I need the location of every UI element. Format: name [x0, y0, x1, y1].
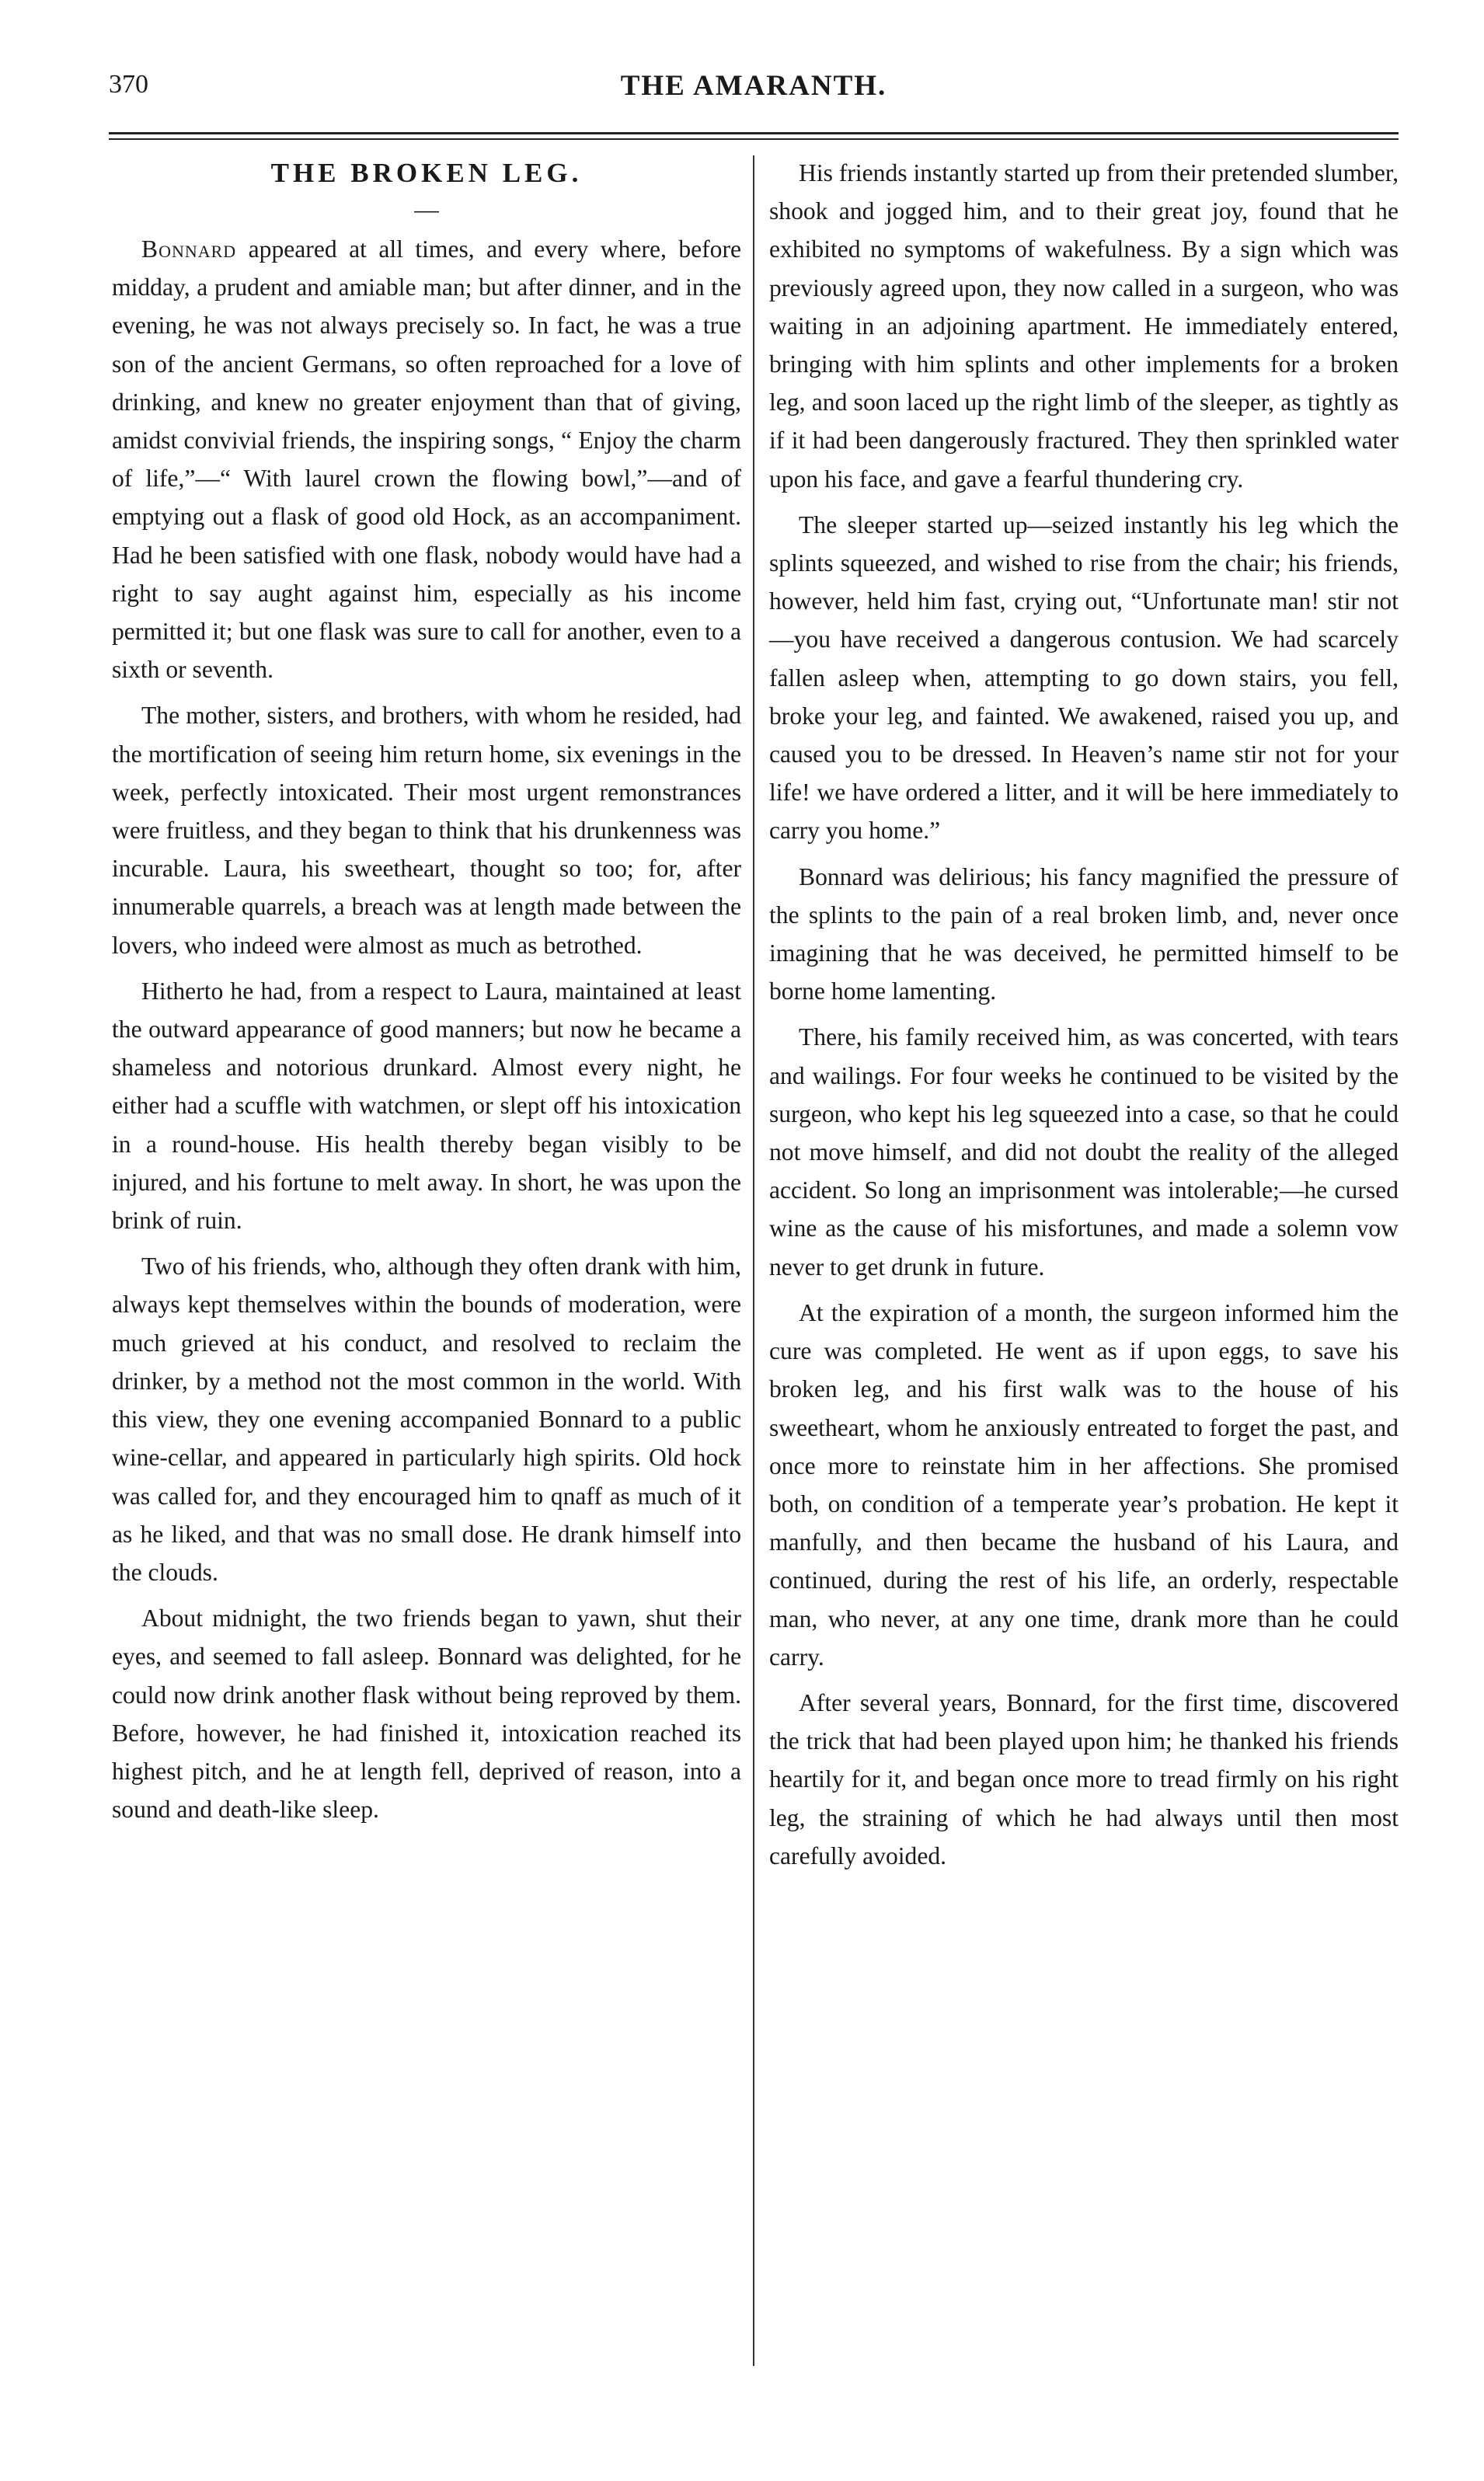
article-paragraph: The mother, sisters, and brothers, with whom he resided, had the mortification of seeing him return home, six evenings in the week, perfectly intoxicated. Their most urgent remonstrances were fruitless, and they began to think that his drunkenness was incurable. Laura, his sweetheart, thought so too; for, after innumerable quarrels, a breach was at length made between the lovers, who indeed were almost as much as betrothed.	[112, 702, 741, 959]
article-paragraph: After several years, Bonnard, for the first time, discovered the trick that had been played upon him; he thanked his friends heartily for it, and began once more to tread firmly on his right leg, the straining of which he had always until then most carefully avoided.	[769, 1688, 1399, 1869]
column-divider	[753, 155, 754, 2366]
header-rule-thin	[109, 138, 1399, 140]
article-paragraph: Two of his friends, who, although they often drank with him, always kept themselves within the bounds of moderation, were much grieved at his conduct, and resolved to reclaim the drinker, by a method not the most common in the world. With this view, they one evening accompanied Bonnard to a public wine-cellar, and appeared in particularly high spirits. Old hock was called for, and they encouraged him to qnaff as much of it as he liked, and that was no small dose. He drank himself into the clouds.	[112, 1253, 741, 1586]
page-number: 370	[109, 70, 148, 99]
journal-title: THE AMARANTH.	[620, 70, 887, 102]
article-title: THE BROKEN LEG.	[270, 158, 583, 188]
title-dash: —	[414, 196, 439, 223]
article-paragraph: Bonnard was delirious; his fancy magnified the pressure of the splints to the pain of a real broken limb, and, never once imagining that he was deceived, he permitted himself to be borne home lamenting.	[769, 862, 1399, 1005]
article-paragraph	[112, 230, 741, 688]
running-header	[109, 71, 1399, 118]
article-paragraph: About midnight, the two friends began to yawn, shut their eyes, and seemed to fall asleep. Bonnard was delighted, for he could now drink another flask without being reproved by them. Before, however, he had finished it, intoxication reached its highest pitch, and he at length fell, deprived of reason, into a sound and death-like sleep.	[112, 1605, 741, 1824]
article-paragraph: There, his family received him, as was concerted, with tears and wailings. For four weeks he continued to be visited by the surgeon, who kept his leg squeezed into a case, so that he could not move himself, and did not doubt the reality of the alleged accident. So long an imprisonment was intolerable;—he cursed wine as the cause of his misfortunes, and made a solemn vow never to get drunk in future.	[769, 1023, 1399, 1281]
article-paragraph: At the expiration of a month, the surgeon informed him the cure was completed. He went as if upon eggs, to save his broken leg, and his first walk was to the house of his sweetheart, whom he anxiously entreated to forget the past, and once more to reinstate him in her affections. She promised both, on condition of a temperate year’s probation. He kept it manfully, and then became the husband of his Laura, and continued, during the rest of his life, an orderly, respectable man, who never, at any one time, drank more than he could carry.	[769, 1298, 1399, 1671]
left-column	[112, 154, 741, 1836]
article-paragraph: His friends instantly started up from their pretended slumber, shook and jogged him, and to their great joy, found that he exhibited no symptoms of wakefulness. By a sign which was previously agreed upon, they now called in a surgeon, who was waiting in an adjoining apartment. He immediately entered, bringing with him splints and other implements for a broken leg, and soon laced up the right limb of the sleeper, as tightly as if it had been dangerously fractured. They then sprinkled water upon his face, and gave a fearful thundering cry.	[769, 159, 1399, 493]
lead-word: Bonnard	[141, 235, 237, 263]
right-column	[769, 154, 1399, 1883]
article-paragraph: The sleeper started up—seized instantly his leg which the splints squeezed, and wished to rise from the chair; his friends, however, held him fast, crying out, “Unfortunate man! stir not—you have received a dangerous contusion. We had scarcely fallen asleep when, attempting to go down stairs, you fell, broke your leg, and fainted. We awakened, raised you up, and caused you to be dressed. In Heaven’s name stir not for your life! we have ordered a litter, and it will be here immediately to carry you home.”	[769, 510, 1399, 845]
article-paragraph: Hitherto he had, from a respect to Laura, maintained at least the outward appearance of good manners; but now he became a shameless and notorious drunkard. Almost every night, he either had a scuffle with watchmen, or slept off his intoxication in a round-house. His health thereby began visibly to be injured, and his fortune to melt away. In short, he was upon the brink of ruin.	[112, 977, 741, 1235]
header-rule-thick	[109, 132, 1399, 134]
paragraph-text: appeared at all times, and every where, before midday, a prudent and amiable man; but after dinner, and in the evening, he was not always precisely so. In fact, he was a true son of the ancient Germans, so often reproached for a love of drinking, and knew no greater enjoyment than that of giving, amidst convivial friends, the inspiring songs, “ Enjoy the charm of life,”—“ With laurel crown the flowing bowl,”—and of emptying out a flask of good old Hock, as an accompaniment. Had he been satisfied with one flask, nobody would have had a right to say aught against him, especially as his income permitted it; but one flask was sure to call for another, even to a sixth or seventh.	[112, 235, 741, 684]
